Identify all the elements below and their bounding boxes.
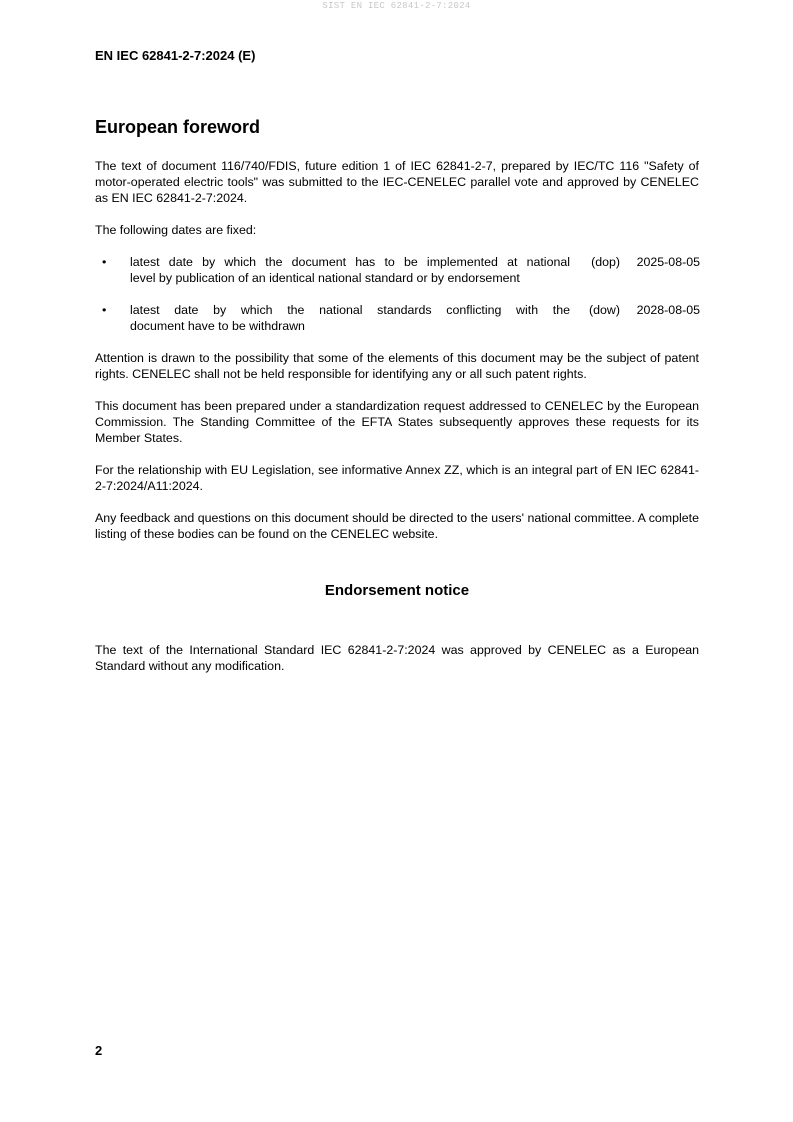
endorsement-title: Endorsement notice [324, 582, 470, 599]
standardization-request: This document has been prepared under a standardization request addressed to CENELEC by the European Commission. The Standing Committee of the EFTA States subsequently approves these requests for its Member States. [95, 399, 699, 445]
feedback-note: Any feedback and questions on this document should be directed to the users' national committee. A complete listing of these bodies can be found on the CENELEC website. [95, 511, 699, 541]
date-value: 2028-08-05 [636, 303, 700, 317]
page-number: 2 [95, 1043, 103, 1058]
date-description [130, 302, 570, 334]
date-description [130, 254, 570, 286]
bullet: • [102, 303, 107, 317]
foreword-intro: The text of document 116/740/FDIS, future edition 1 of IEC 62841-2-7, prepared by IEC/TC 116 "Safety of motor-operated electric tools" was submitted to the IEC-CENELEC parallel vote and approved by CENELEC as EN IEC 62841-2-7:2024. [95, 159, 699, 205]
date-description-line1: latest date by which the national standards conflicting with the [130, 303, 570, 317]
date-description-line2: level by publication of an identical national standard or by endorsement [130, 271, 520, 285]
date-row-dow [95, 302, 699, 334]
date-code: (dop) [591, 255, 620, 269]
document-id-header: EN IEC 62841-2-7:2024 (E) [95, 48, 256, 63]
patent-notice: Attention is drawn to the possibility that some of the elements of this document may be the subject of patent rights. CENELEC shall not be held responsible for identifying any or all such patent rights. [95, 351, 699, 381]
eu-legislation: For the relationship with EU Legislation, see informative Annex ZZ, which is an integral part of EN IEC 62841-2-7:2024/A11:2024. [95, 463, 699, 493]
bullet: • [102, 255, 107, 269]
foreword-title: European foreword [95, 117, 261, 137]
page-content [95, 116, 699, 690]
date-code: (dow) [589, 303, 620, 317]
dates-intro: The following dates are fixed: [95, 223, 257, 237]
date-value: 2025-08-05 [636, 255, 700, 269]
date-description-line2: document have to be withdrawn [130, 319, 305, 333]
date-description-line1: latest date by which the document has to be implemented at national [130, 255, 570, 269]
date-row-dop [95, 254, 699, 286]
watermark: SIST EN IEC 62841-2-7:2024 [322, 1, 471, 11]
endorsement-text: The text of the International Standard IEC 62841-2-7:2024 was approved by CENELEC as a European Standard without any modification. [95, 643, 699, 673]
